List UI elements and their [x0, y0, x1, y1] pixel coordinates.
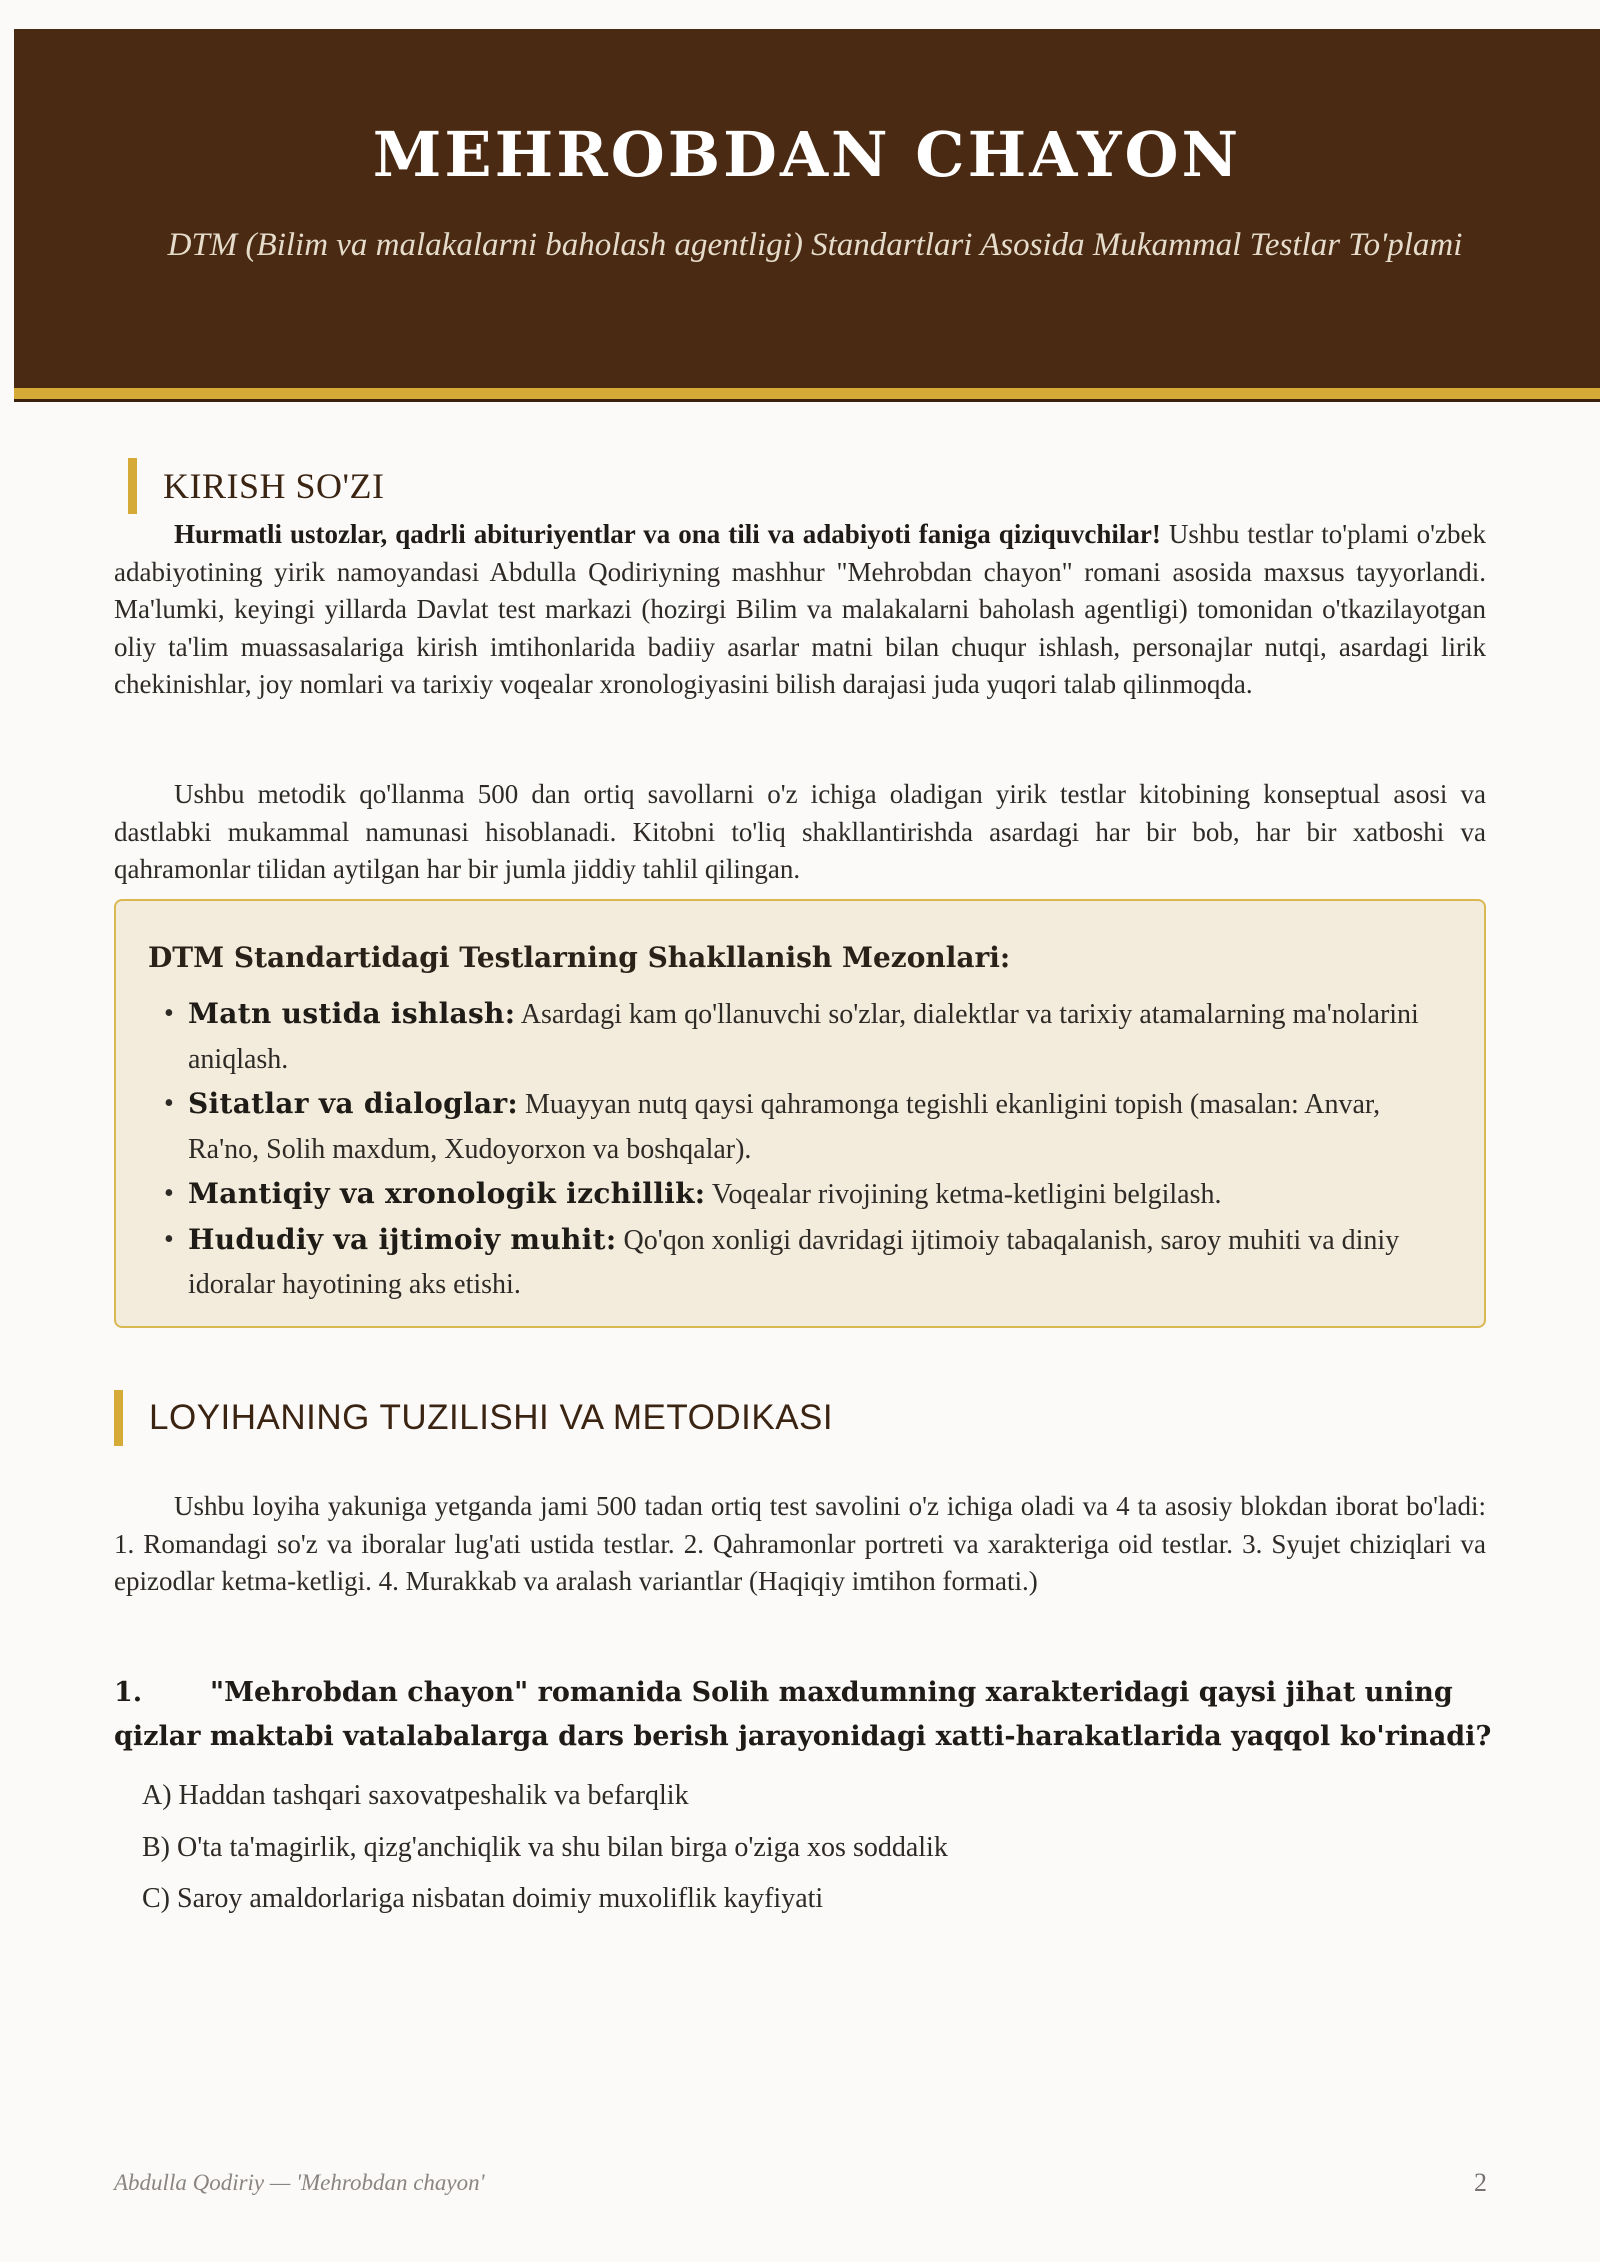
criteria-item-label: Sitatlar va dialoglar:: [188, 1087, 519, 1120]
answer-option-c: C) Saroy amaldorlariga nisbatan doimiy muxoliflik kayfiyati: [142, 1883, 824, 1914]
page-number: 2: [1474, 2168, 1487, 2197]
criteria-item-label: Hududiy va ijtimoiy muhit:: [188, 1222, 617, 1256]
criteria-item: [152, 1172, 1452, 1218]
document-title: MEHROBDAN CHAYON: [372, 118, 1242, 191]
criteria-item-text: Qo'qon xonligi davridagi ijtimoiy tabaqalanish, saroy muhiti va diniy idoralar hayotining aks etishi.: [188, 1224, 1400, 1300]
intro-heading: KIRISH SO'ZI: [163, 466, 385, 506]
bullet-icon: •: [164, 1088, 174, 1119]
section-accent-bar: [114, 1390, 123, 1446]
banner-dark-rule: [14, 399, 1600, 402]
title-banner: [14, 29, 1600, 388]
criteria-item-label: Mantiqiy va xronologik izchillik:: [188, 1177, 706, 1210]
criteria-item: [152, 1218, 1452, 1308]
bullet-icon: •: [164, 998, 174, 1029]
bullet-icon: •: [164, 1223, 174, 1255]
banner-gold-rule: [14, 388, 1600, 399]
question-number: 1.: [114, 1677, 143, 1708]
question-text: "Mehrobdan chayon" romanida Solih maxdumning xarakteridagi qaysi jihat uning qizlar maktabi vatalabalarga dars berish jarayonidagi xatti-harakatlarida yaqqol ko'rinadi?: [114, 1677, 1492, 1752]
intro-section-heading: [128, 458, 385, 514]
criteria-title: DTM Standartidagi Testlarning Shakllanish Mezonlari:: [148, 941, 1011, 974]
intro-paragraph-1: [114, 516, 1486, 704]
document-subtitle: DTM (Bilim va malakalarni baholash agentligi) Standartlari Asosida Mukammal Testlar To'plami: [167, 227, 1463, 263]
criteria-item: [152, 992, 1452, 1082]
structure-paragraph: Ushbu loyiha yakuniga yetganda jami 500 tadan ortiq test savolini o'z ichiga oladi va 4 ta asosiy blokdan iborat bo'ladi: 1. Romandagi so'z va iboralar lug'ati ustida testlar. 2. Qahramonlar portreti va xarakteriga oid testlar. 3. Syujet chiziqlari va epizodlar ketma-ketligi. 4. Murakkab va aralash variantlar (Haqiqiy imtihon formati.): [114, 1491, 1486, 1596]
answer-option-b: B) O'ta ta'magirlik, qizg'anchiqlik va shu bilan birga o'ziga xos soddalik: [142, 1832, 948, 1863]
intro-greeting: Hurmatli ustozlar, qadrli abituriyentlar va ona tili va adabiyoti faniga qiziquvchilar!: [174, 519, 1161, 549]
bullet-icon: •: [164, 1178, 174, 1209]
criteria-item-label: Matn ustida ishlash:: [188, 997, 516, 1030]
criteria-item-text: Muayyan nutq qaysi qahramonga tegishli ekanligini topish (masalan: Anvar, Ra'no, Solih maxdum, Xudoyorxon va boshqalar).: [188, 1089, 1381, 1165]
criteria-list: [152, 992, 1452, 1308]
intro-paragraph-2: Ushbu metodik qo'llanma 500 dan ortiq savollarni o'z ichiga oladigan yirik testlar kitobining konseptual asosi va dastlabki mukammal namunasi hisoblanadi. Kitobni to'liq shakllantirishda asardagi har bir bob, har bir xatboshi va qahramonlar tilidan aytilgan har bir jumla jiddiy tahlil qilingan.: [114, 779, 1486, 884]
criteria-item: [152, 1082, 1452, 1172]
criteria-item-text: Voqealar rivojining ketma-ketligini belgilash.: [705, 1179, 1222, 1210]
footer-credit: Abdulla Qodiriy — 'Mehrobdan chayon': [114, 2170, 485, 2195]
section-accent-bar: [128, 458, 137, 514]
answer-option-a: A) Haddan tashqari saxovatpeshalik va befarqlik: [142, 1780, 689, 1811]
structure-heading: LOYIHANING TUZILISHI VA METODIKASI: [149, 1398, 834, 1437]
question-1: [114, 1671, 1494, 1759]
intro-paragraph-1-text: Ushbu testlar to'plami o'zbek adabiyotining yirik namoyandasi Abdulla Qodiriyning mashhur "Mehrobdan chayon" romani asosida maxsus tayyorlandi. Ma'lumki, keyingi yillarda Davlat test markazi (hozirgi Bilim va malakalarni baholash agentligi) tomonidan o'tkazilayotgan oliy ta'lim muassasalariga kirish imtihonlarida badiiy asarlar matni bilan chuqur ishlash, personajlar nutqi, asardagi lirik chekinishlar, joy nomlari va tarixiy voqealar xronologiyasini bilish darajasi juda yuqori talab qilinmoqda.: [114, 519, 1486, 699]
criteria-item-text: Asardagi kam qo'llanuvchi so'zlar, dialektlar va tarixiy atamalarning ma'nolarini aniqlash.: [188, 999, 1419, 1075]
structure-section-heading: [114, 1390, 833, 1446]
criteria-box: [114, 899, 1486, 1328]
